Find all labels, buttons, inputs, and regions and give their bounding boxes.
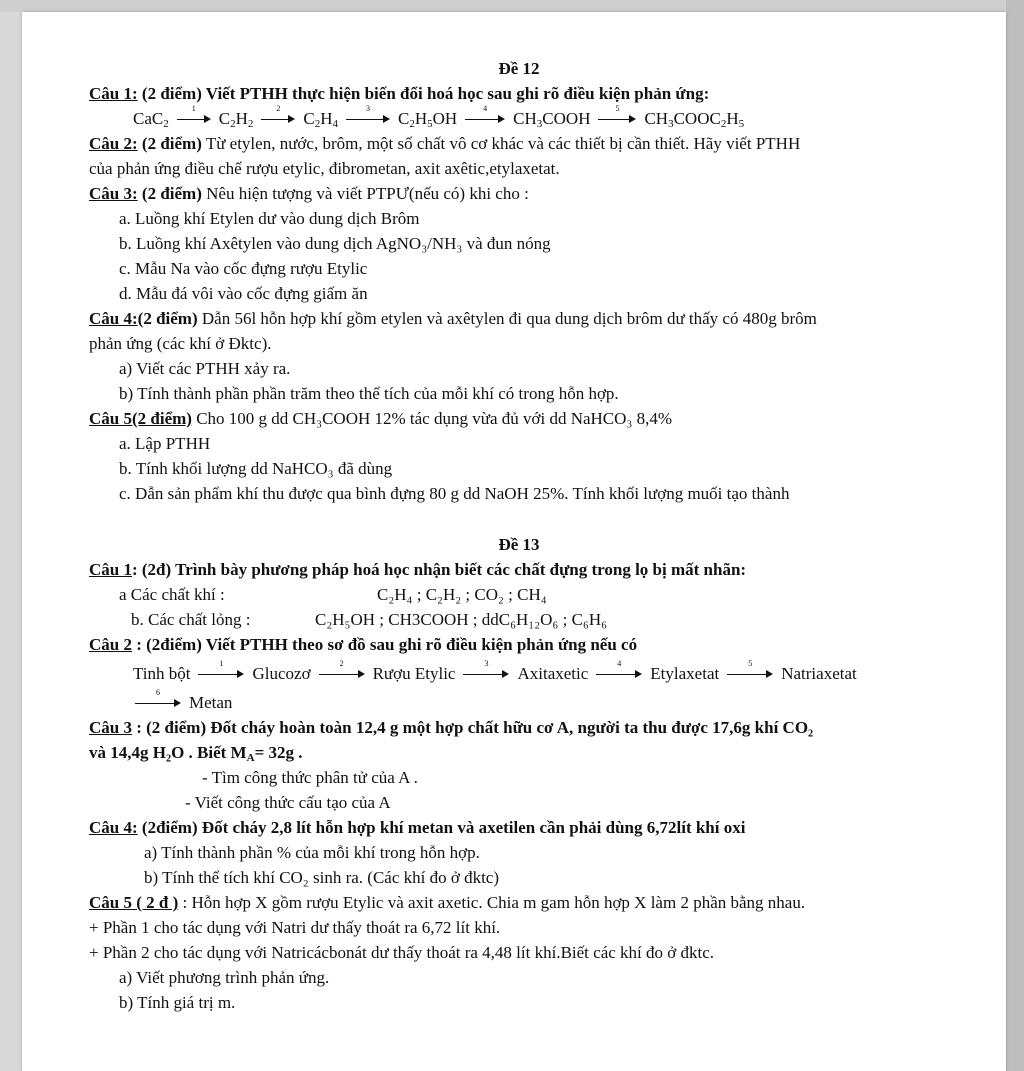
- de13-q2-reaction-chain: [89, 658, 949, 686]
- reaction-arrow: 5: [598, 114, 636, 124]
- question-text: và 14,4g H₂O . Biết M: [89, 743, 247, 762]
- reaction-arrow: 2: [319, 669, 365, 679]
- document-content: [89, 52, 949, 1015]
- de12-question-5: [89, 406, 949, 431]
- list-item: b) Tính giá trị m.: [119, 993, 236, 1012]
- question-text: Từ etylen, nước, brôm, một số chất vô cơ khác và các thiết bị cần thiết. Hãy viết PTHH: [201, 134, 801, 153]
- de12-question-2-cont: của phản ứng điều chế rượu etylic, đibrometan, axit axêtic,etylaxetat.: [89, 159, 560, 178]
- de12-question-4: [89, 306, 949, 331]
- list-item: a. Lập PTHH: [119, 434, 211, 453]
- section-gap: [89, 506, 949, 528]
- reaction-arrow: 2: [261, 114, 295, 124]
- list-item: a) Viết phương trình phản ứng.: [119, 968, 330, 987]
- list-item: b. Tính khối lượng dd NaHCO₃ đã dùng: [119, 459, 393, 478]
- question-points: (2 điểm): [137, 309, 198, 328]
- list-item: [89, 582, 949, 607]
- chain-compound: Natriaxetat: [781, 664, 857, 683]
- question-label: Câu 3: [89, 718, 132, 737]
- chain-compound: Tinh bột: [133, 664, 191, 683]
- question-label: Câu 5(2 điểm): [89, 409, 192, 428]
- list-item: + Phần 2 cho tác dụng với Natricácbonát dư thấy thoát ra 4,48 lít khí.Biết các khí đo ở đktc.: [89, 943, 715, 962]
- exam-title-de13: Đề 13: [498, 535, 540, 554]
- chain-compound: Etylaxetat: [650, 664, 720, 683]
- reaction-arrow: 1: [198, 669, 244, 679]
- de13-question-3-cont: [89, 740, 949, 765]
- question-label: Câu 4:: [89, 818, 138, 837]
- question-label: Câu 1: [89, 560, 132, 579]
- chain-compound: $C_2H_4$: [303, 109, 338, 130]
- question-text: : (2đ) Trình bày phương pháp hoá học nhận biết các chất đựng trong lọ bị mất nhãn:: [131, 560, 747, 579]
- chain-compound: Rượu Etylic: [372, 664, 456, 683]
- exam-title-de12: Đề 12: [498, 59, 540, 78]
- question-text: Cho 100 g dd CH₃COOH 12% tác dụng vừa đủ với dd NaHCO₃ 8,4%: [191, 409, 673, 428]
- de13-q2-reaction-chain-cont: [89, 687, 949, 715]
- list-item: b) Tính thể tích khí CO₂ sinh ra. (Các khí đo ở đktc): [144, 868, 500, 887]
- viewer-top-band: [0, 0, 1024, 12]
- item-label: b. Các chất lỏng :: [131, 610, 251, 629]
- question-text: Dẫn 56l hỗn hợp khí gồm etylen và axêtylen đi qua dung dịch brôm dư thấy có 480g brôm: [197, 309, 817, 328]
- reaction-arrow: 5: [727, 669, 773, 679]
- reaction-arrow: 6: [135, 698, 181, 708]
- question-text: : (2 điểm) Đốt cháy hoàn toàn 12,4 g một hợp chất hữu cơ A, người ta thu được 17,6g khí CO₂: [131, 718, 814, 737]
- de12-q1-reaction-chain: [89, 103, 949, 131]
- item-label: a Các chất khí :: [119, 585, 225, 604]
- de13-question-4: [89, 815, 949, 840]
- list-item: + Phần 1 cho tác dụng với Natri dư thấy thoát ra 6,72 lít khí.: [89, 918, 501, 937]
- reaction-arrow: 1: [177, 114, 211, 124]
- de12-question-3: [89, 181, 949, 206]
- chain-compound: $C_2H_2$: [218, 109, 254, 130]
- list-item: a) Viết các PTHH xảy ra.: [119, 359, 291, 378]
- de12-question-4-cont: phản ứng (các khí ở Đktc).: [89, 334, 272, 353]
- de13-question-3: [89, 715, 949, 740]
- chain-compound: CaC$_2$: [133, 109, 169, 130]
- question-text: (2 điểm) Viết PTHH thực hiện biến đổi hoá học sau ghi rõ điều kiện phản ứng:: [137, 84, 710, 103]
- reaction-arrow: 4: [596, 669, 642, 679]
- de13-question-5: [89, 890, 949, 915]
- list-item: a. Luồng khí Etylen dư vào dung dịch Brôm: [119, 209, 420, 228]
- list-item: c. Dẫn sản phẩm khí thu được qua bình đựng 80 g dd NaOH 25%. Tính khối lượng muối tạo thành: [119, 484, 790, 503]
- question-points: (2 điểm): [137, 134, 202, 153]
- list-item: - Viết công thức cấu tạo của A: [185, 793, 391, 812]
- subscript: A: [246, 752, 255, 764]
- chain-compound: $C_2H_5OH$: [397, 109, 458, 130]
- question-label: Câu 1:: [89, 84, 138, 103]
- question-text: = 32g .: [254, 743, 303, 762]
- question-label: Câu 2: [89, 635, 132, 654]
- question-text: Nêu hiện tượng và viết PTPƯ(nếu có) khi cho :: [201, 184, 529, 203]
- list-item: b. Luồng khí Axêtylen vào dung dịch AgNO₃/NH₃ và đun nóng: [119, 234, 551, 253]
- de13-question-2: [89, 632, 949, 657]
- chain-compound: $CH_3COOC_2H_5$: [644, 109, 745, 130]
- item-value: C₂H₄ ; C₂H₂ ; CO₂ ; CH₄: [377, 585, 547, 604]
- question-label: Câu 5 ( 2 đ ): [89, 893, 179, 912]
- question-label: Câu 3:: [89, 184, 138, 203]
- chain-compound: $CH_3COOH$: [513, 109, 591, 130]
- chain-compound: Metan: [189, 693, 233, 712]
- list-item: - Tìm công thức phân tử của A .: [202, 768, 418, 787]
- list-item: a) Tính thành phần % của mỗi khí trong hỗn hợp.: [144, 843, 480, 862]
- de12-question-2: [89, 131, 949, 156]
- question-points: (2 điểm): [137, 184, 202, 203]
- question-text: : (2điểm) Viết PTHH theo sơ đồ sau ghi rõ điều kiện phản ứng nếu có: [131, 635, 638, 654]
- question-text: : Hỗn hợp X gồm rượu Etylic và axit axetic. Chia m gam hỗn hợp X làm 2 phần bằng nhau.: [178, 893, 806, 912]
- de12-question-1: [89, 81, 949, 106]
- list-item: [89, 607, 949, 632]
- item-value: C₂H₅OH ; CH3COOH ; ddC₆H₁₂O₆ ; C₆H₆: [315, 610, 608, 629]
- reaction-arrow: 3: [463, 669, 509, 679]
- chain-compound: Axitaxetic: [517, 664, 589, 683]
- question-label: Câu 4:: [89, 309, 138, 328]
- de13-question-1: [89, 557, 949, 582]
- reaction-arrow: 4: [465, 114, 505, 124]
- viewer-scrollbar[interactable]: [1006, 0, 1024, 1071]
- list-item: c. Mẫu Na vào cốc đựng rượu Etylic: [119, 259, 368, 278]
- list-item: d. Mẫu đá vôi vào cốc đựng giấm ăn: [119, 284, 368, 303]
- reaction-arrow: 3: [346, 114, 390, 124]
- chain-compound: Glucozơ: [252, 664, 311, 683]
- question-text: (2điểm) Đốt cháy 2,8 lít hỗn hợp khí metan và axetilen cần phải dùng 6,72lít khí oxi: [137, 818, 746, 837]
- question-label: Câu 2:: [89, 134, 138, 153]
- list-item: b) Tính thành phần phần trăm theo thể tích của mỗi khí có trong hỗn hợp.: [119, 384, 619, 403]
